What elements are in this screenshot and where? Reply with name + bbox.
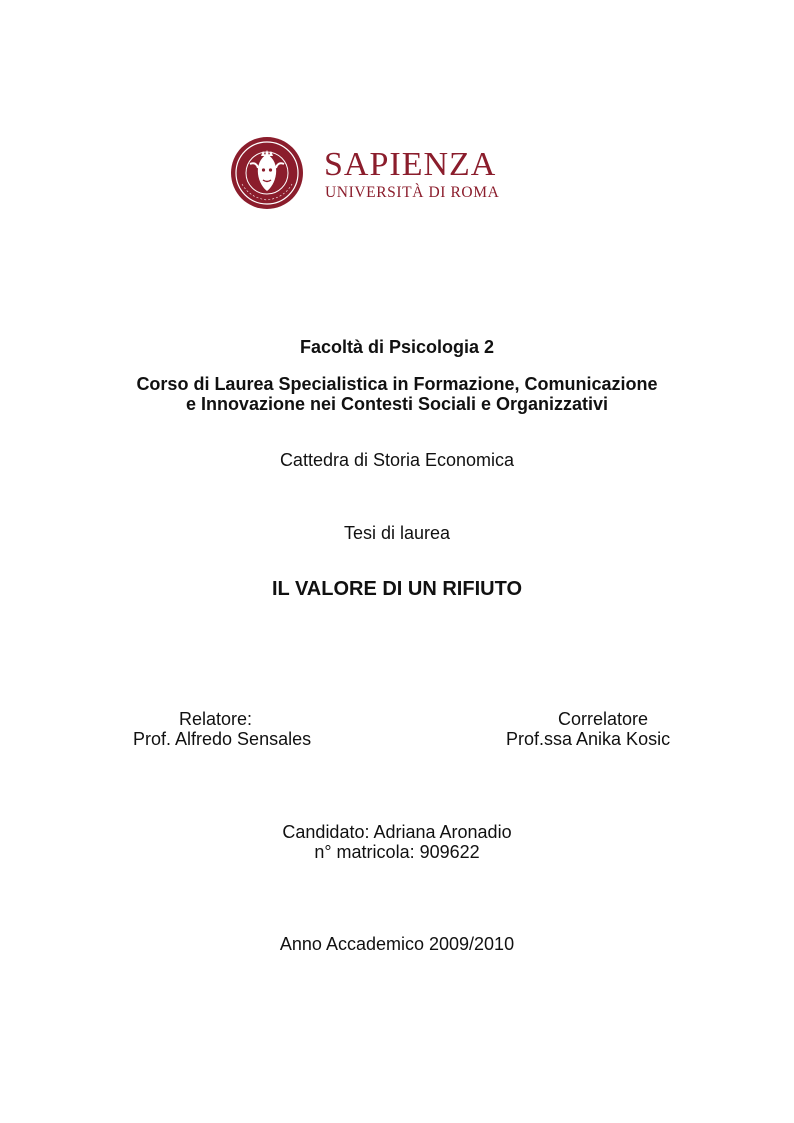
academic-year: Anno Accademico 2009/2010	[279, 934, 515, 954]
relatore-label: Relatore:	[179, 709, 253, 729]
university-logo	[230, 136, 520, 214]
relatore-name: Prof. Alfredo Sensales	[133, 729, 312, 749]
thesis-title: IL VALORE DI UN RIFIUTO	[271, 578, 522, 600]
course-title-line2: e Innovazione nei Contesti Sociali e Organizzativi	[185, 394, 609, 414]
university-seal-icon	[230, 136, 304, 210]
correlatore-name: Prof.ssa Anika Kosic	[506, 729, 671, 749]
student-id-number: n° matricola: 909622	[314, 842, 480, 862]
course-title-line1: Corso di Laurea Specialistica in Formazione, Comunicazione	[136, 374, 658, 394]
correlatore-label: Correlatore	[558, 709, 649, 729]
logo-subtitle: UNIVERSITÀ DI ROMA	[325, 184, 500, 201]
faculty-name: Facoltà di Psicologia 2	[299, 337, 495, 357]
thesis-type: Tesi di laurea	[343, 523, 451, 543]
logo-wordmark: SAPIENZA	[324, 146, 497, 183]
chair-name: Cattedra di Storia Economica	[279, 450, 515, 470]
candidate-name: Candidato: Adriana Aronadio	[282, 822, 512, 842]
